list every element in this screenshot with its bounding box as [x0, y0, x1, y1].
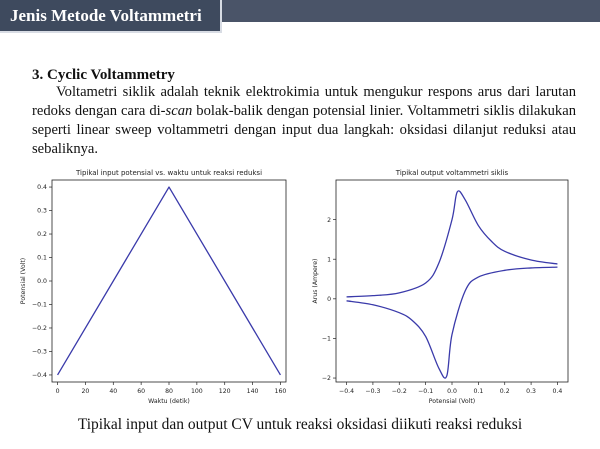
chart-title: Tipikal output voltammetri siklis — [395, 169, 509, 177]
x-tick-label: 80 — [165, 388, 173, 395]
y-tick-label: −0.2 — [31, 325, 47, 333]
series-line — [347, 191, 558, 297]
input-potential-chart — [18, 166, 292, 410]
x-tick-label: 40 — [109, 388, 118, 395]
body-paragraph — [32, 83, 576, 159]
y-tick-label: −0.3 — [31, 348, 47, 356]
x-axis-label: Potensial (Volt) — [428, 398, 476, 405]
x-tick-label: 20 — [81, 388, 90, 395]
y-tick-label: −0.1 — [31, 301, 47, 309]
chart-title: Tipikal input potensial vs. waktu untuk reaksi reduksi — [75, 169, 263, 177]
paragraph-part-1: Voltametri siklik adalah teknik elektrokimia untuk mengukur respons arus dari larutan redoks dengan cara di- — [32, 84, 576, 119]
y-tick-label: −1 — [321, 335, 331, 343]
y-tick-label: 1 — [327, 256, 331, 264]
x-tick-label: 60 — [137, 388, 146, 395]
y-tick-label: −0.4 — [31, 372, 47, 380]
y-tick-label: 0.3 — [37, 207, 47, 215]
paragraph-part-2: bolak-balik dengan potensial linier. Voltammetri siklis dilakukan seperti linear sweep voltammetri dengan input dua langkah: oksidasi dilanjut reduksi atau sebaliknya. — [32, 103, 576, 157]
y-tick-label: 0.1 — [37, 254, 47, 262]
x-axis-label: Waktu (detik) — [148, 398, 190, 405]
x-tick-label: −0.3 — [365, 388, 381, 395]
y-tick-label: −2 — [321, 375, 331, 383]
x-tick-label: 0.2 — [499, 388, 510, 395]
cv-output-chart — [312, 166, 574, 410]
title-box — [0, 0, 222, 33]
x-tick-label: 0 — [55, 388, 60, 395]
y-tick-label: 0.0 — [37, 278, 47, 286]
x-tick-label: 100 — [190, 388, 203, 395]
x-tick-label: 0.4 — [552, 388, 563, 395]
slide-title: Jenis Metode Voltammetri — [10, 6, 202, 25]
x-tick-label: −0.4 — [339, 388, 355, 395]
x-tick-label: −0.2 — [391, 388, 407, 395]
section-heading: 3. Cyclic Voltammetry — [32, 67, 175, 83]
paragraph-emphasis: scan — [165, 103, 193, 119]
plot-frame — [52, 180, 286, 382]
y-tick-label: 0 — [327, 296, 331, 304]
y-tick-label: 2 — [327, 216, 331, 224]
y-axis-label: Arus (Ampere) — [312, 258, 319, 304]
x-tick-label: −0.1 — [418, 388, 434, 395]
x-tick-label: 160 — [274, 388, 287, 395]
x-tick-label: 140 — [246, 388, 259, 395]
x-tick-label: 120 — [218, 388, 231, 395]
y-tick-label: 0.2 — [37, 231, 47, 239]
plot-frame — [336, 180, 568, 382]
x-tick-label: 0.1 — [473, 388, 484, 395]
y-tick-label: 0.4 — [37, 184, 47, 192]
x-tick-label: 0.3 — [526, 388, 537, 395]
figure-caption: Tipikal input dan output CV untuk reaksi oksidasi diikuti reaksi reduksi — [77, 416, 523, 433]
series-line — [58, 187, 281, 375]
series-line — [347, 267, 558, 378]
y-axis-label: Potensial (Volt) — [20, 257, 27, 305]
x-tick-label: 0.0 — [447, 388, 457, 395]
